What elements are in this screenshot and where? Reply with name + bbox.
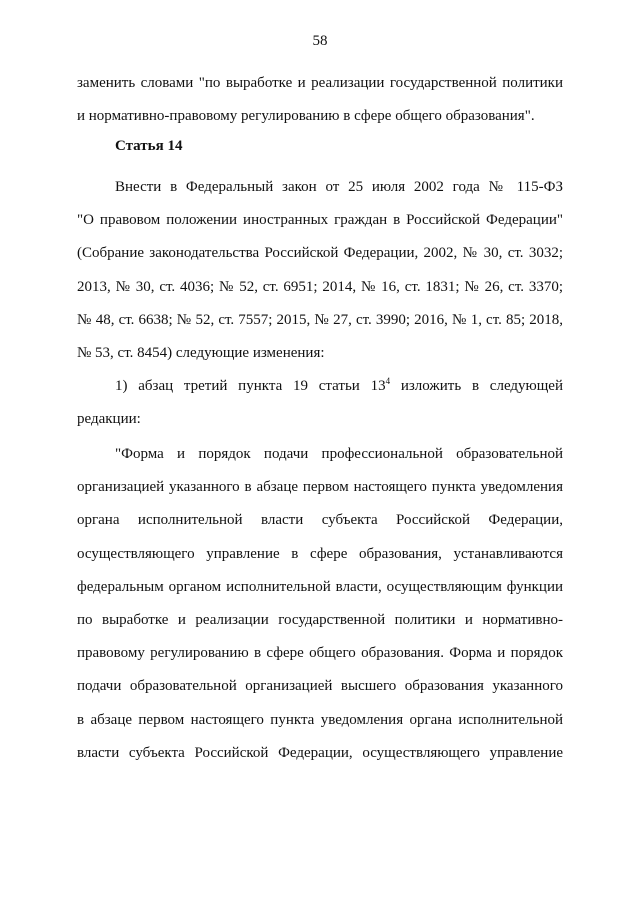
text-line: № 53, ст. 8454) следующие изменения: [77,345,325,362]
text-line [77,370,563,403]
text-line: по выработке и реализации государственной политики и нормативно- [77,612,563,629]
intro-paragraph [77,171,563,370]
text-line: "Форма и порядок подачи профессиональной образовательной [115,446,563,462]
text-line: редакции: [77,411,141,428]
item-paragraph [77,370,563,436]
text-line: органа исполнительной власти субъекта Российской Федерации, [77,512,563,529]
article-heading: Статья 14 [115,138,183,154]
text-line: власти субъекта Российской Федерации, осуществляющего управление [77,744,563,761]
text-line: "О правовом положении иностранных граждан в Российской Федерации" [77,212,563,229]
text-line: Внести в Федеральный закон от 25 июля 2002 года № 115-ФЗ [115,179,563,195]
text-line: и нормативно-правовому регулированию в сфере общего образования". [77,108,535,125]
text-line: (Собрание законодательства Российской Федерации, 2002, № 30, ст. 3032; [77,245,563,262]
top-paragraph [77,67,563,133]
text-line: 2013, № 30, ст. 4036; № 52, ст. 6951; 2014, № 16, ст. 1831; № 26, ст. 3370; [77,278,563,295]
text-line: правовому регулированию в сфере общего образования. Форма и порядок [77,645,563,662]
text-line: федеральным органом исполнительной власти, осуществляющим функции [77,578,563,595]
text-line: в абзаце первом настоящего пункта уведомления органа исполнительной [77,711,563,728]
text-line: № 48, ст. 6638; № 52, ст. 7557; 2015, № 27, ст. 3990; 2016, № 1, ст. 85; 2018, [77,311,563,328]
quoted-paragraph [77,438,563,770]
page-number: 58 [312,33,328,49]
item-text-end: изложить в следующей [390,378,563,394]
text-line: заменить словами "по выработке и реализации государственной политики [77,75,563,91]
text-line: осуществляющего управление в сфере образования, устанавливаются [77,545,563,562]
item-text-start: 1) абзац третий пункта 19 статьи 13 [115,378,386,394]
text-line: подачи образовательной организацией высшего образования указанного [77,678,563,695]
text-line: организацией указанного в абзаце первом настоящего пункта уведомления [77,479,563,496]
superscript: 4 [385,376,391,386]
